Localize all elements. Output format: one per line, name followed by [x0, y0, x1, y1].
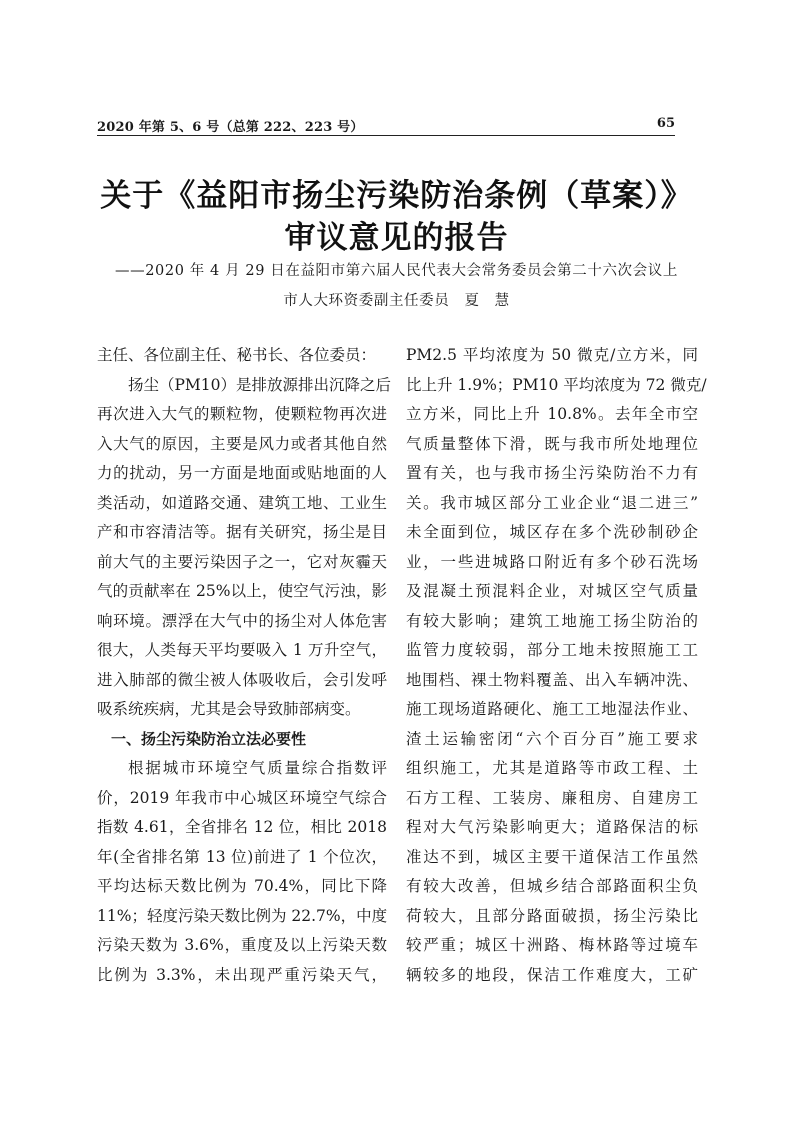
body-line: 11%；轻度污染天数比例为 22.7%，中度	[97, 906, 388, 925]
article-title-line-2: 审议意见的报告	[284, 220, 509, 256]
body-line: 渣土运输密闭“六个百分百”施工要求	[406, 729, 698, 748]
body-line: 价，2019 年我市中心城区环境空气综合	[97, 788, 387, 807]
meeting-subtitle: ——2020 年 4 月 29 日在益阳市第六届人民代表大会常务委员会第二十六次会议上	[115, 263, 678, 279]
body-line: 未全面到位，城区存在多个洗砂制砂企	[406, 523, 698, 541]
body-line: 力的扰动，另一方面是地面或贴地面的人	[97, 464, 387, 482]
body-line: PM2.5 平均浓度为 50 微克/立方米，同	[406, 346, 698, 364]
body-line: 比上升 1.9%；PM10 平均浓度为 72 微克/	[406, 375, 707, 394]
body-line: 很大，人类每天平均要吸入 1 万升空气，	[97, 641, 387, 659]
body-line: 地围档、裸土物料覆盖、出入车辆冲洗、	[406, 670, 698, 689]
journal-issue: 2020 年第 5、6 号（总第 222、223 号）	[97, 120, 364, 135]
body-line: 入大气的原因，主要是风力或者其他自然	[97, 434, 387, 453]
page-number: 65	[656, 116, 675, 131]
body-line: 污染天数为 3.6%，重度及以上污染天数	[97, 936, 387, 954]
body-line: 根据城市环境空气质量综合指数评	[128, 759, 387, 777]
body-line: 进入肺部的微尘被人体吸收后，会引发呼	[97, 670, 387, 689]
body-line: 关。我市城区部分工业企业“退二进三”	[406, 493, 698, 512]
running-header	[97, 114, 675, 136]
body-line: 吸系统疾病，尤其是会导致肺部病变。	[97, 700, 361, 718]
body-line: 准达不到，城区主要干道保洁工作虽然	[406, 847, 698, 866]
body-line: 立方米，同比上升 10.8%。去年全市空	[406, 405, 698, 423]
body-line: 置有关，也与我市扬尘污染防治不力有	[406, 464, 698, 482]
body-line: 施工现场道路硬化、施工工地湿法作业、	[406, 700, 698, 718]
body-column-right	[406, 341, 707, 990]
section-heading: 一、扬尘污染防治立法必要性	[111, 729, 307, 748]
header-divider	[97, 135, 675, 136]
body-line: 气的贡献率在 25%以上，使空气污浊，影	[97, 582, 387, 600]
body-line: 较严重；城区十洲路、梅林路等过境车	[406, 936, 698, 954]
body-column-left	[97, 341, 392, 990]
body-line: 有较大影响；建筑工地施工扬尘防治的	[406, 611, 698, 630]
body-line: 及混凝土预混料企业，对城区空气质量	[406, 582, 698, 600]
body-line: 荷较大，且部分路面破损，扬尘污染比	[406, 906, 698, 925]
author-line: 市人大环资委副主任委员 夏 慧	[283, 293, 510, 309]
body-line: 响环境。漂浮在大气中的扬尘对人体危害	[97, 611, 387, 630]
body-line: 石方工程、工装房、廉租房、自建房工	[406, 788, 698, 807]
body-line: 程对大气污染影响更大；道路保洁的标	[406, 818, 698, 836]
body-line: 气质量整体下滑，既与我市所处地理位	[406, 434, 698, 453]
body-line: 平均达标天数比例为 70.4%，同比下降	[97, 877, 387, 895]
body-line: 前大气的主要污染因子之一，它对灰霾天	[97, 552, 387, 571]
body-line: 产和市容清洁等。据有关研究，扬尘是目	[97, 523, 387, 541]
body-line: 年(全省排名第 13 位)前进了 1 个位次，	[97, 847, 387, 866]
article-title-line-1: 关于《益阳市扬尘污染防治条例（草案）》	[100, 178, 693, 214]
body-line: 监管力度较弱，部分工地未按照施工工	[406, 641, 698, 659]
body-line: 扬尘（PM10）是排放源排出沉降之后	[128, 375, 392, 394]
body-line: 辆较多的地段，保洁工作难度大，工矿	[406, 965, 698, 984]
body-line: 组织施工，尤其是道路等市政工程、土	[406, 759, 698, 777]
body-line: 再次进入大气的颗粒物，使颗粒物再次进	[97, 405, 387, 423]
body-line: 比例为 3.3%，未出现严重污染天气，	[97, 965, 387, 984]
body-line: 业，一些进城路口附近有多个砂石洗场	[406, 552, 698, 571]
body-line: 指数 4.61，全省排名 12 位，相比 2018	[97, 818, 387, 836]
body-line: 主任、各位副主任、秘书长、各位委员：	[97, 346, 377, 364]
body-line: 有较大改善，但城乡结合部路面积尘负	[406, 877, 698, 895]
body-line: 类活动，如道路交通、建筑工地、工业生	[97, 493, 387, 512]
